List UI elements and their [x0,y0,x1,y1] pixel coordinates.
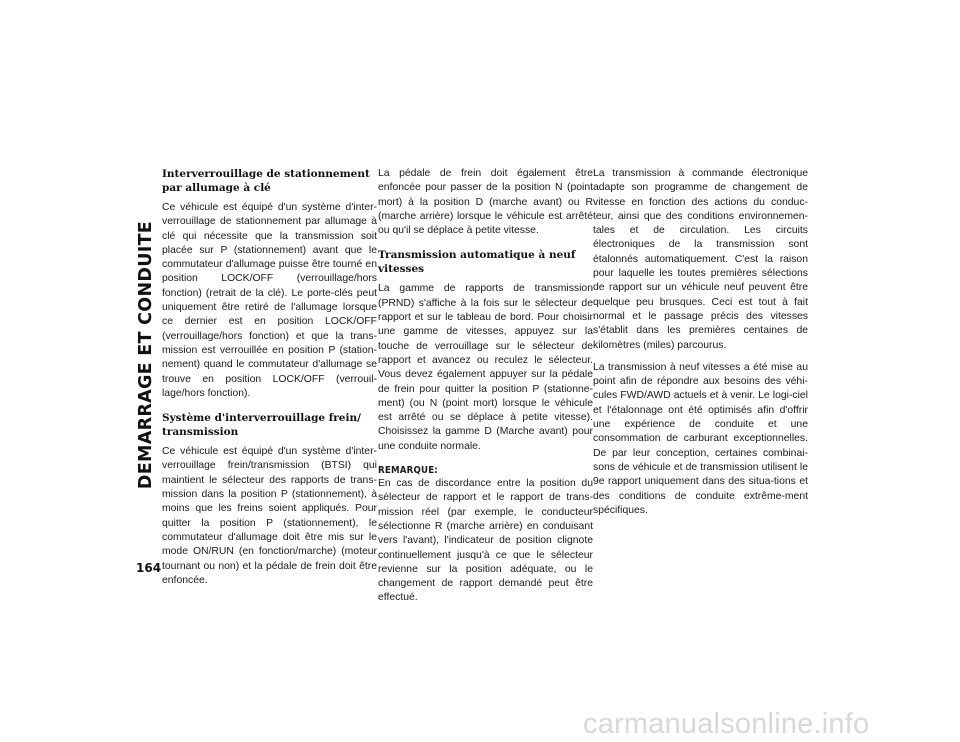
watermark: carmanualsonline.info [583,708,870,740]
paragraph-brake-pedal: La pédale de frein doit également être enfoncée pour passer de la position N (point mort) à la position D (marche avant) ou R (marche arrière) lorsque le véhicule est arrêté ou qu'il se déplace à petite vitesse. [378,168,593,237]
paragraph-nine-speed-design: La transmission à neuf vitesses a été mise au point afin de répondre aux besoins des véhi-cules FWD/AWD actuels et à venir. Le logi-ciel et l'étalonnage ont été optimisés afin d'offrir une expérience de conduite et une consommation de carburant exceptionnelles. De par leur conception, certaines combinai-sons de véhicule et de transmission utilisent le 9e rapport uniquement dans des situa-tions et des conditions de conduite extrême-ment spécifiques. [593,361,808,516]
heading-park-interlock: Interverrouillage de stationnement par allumage à clé [162,168,370,194]
paragraph-brake-interlock: Ce véhicule est équipé d'un système d'inter-verrouillage frein/transmission (BTSI) qui maintient le sélecteur des rapports de trans-mission dans la position P (stationnement), à moins que les freins soient appliqués. Pour quitter la position P (stationnement), le commutateur d'allumage doit être mis sur le mode ON/RUN (en fonction/marche) (moteur tournant ou non) et la pédale de frein doit être enfoncée. [162,446,377,586]
text-column-3 [593,167,808,526]
page-number: 164 [136,561,162,575]
paragraph-gear-range: La gamme de rapports de transmission (PRND) s'affiche à la fois sur le sélecteur de rapport et sur le tableau de bord. Pour choisir une gamme de vitesses, appuyez sur la touche de verrouillage sur le sélecteur de rapport et avancez ou reculez le sélecteur. Vous devez également appuyer sur la pédale de frein pour quitter la position P (stationne-ment) (ou N (point mort) lorsque le véhicule est arrêté ou se déplace à petite vitesse). Choisissez la gamme D (Marche avant) pour une conduite normale. [378,283,593,452]
paragraph-electronic-control: La transmission à commande électronique adapte son programme de changement de vitesse en fonction des actions du conduc-teur, ainsi que des conditions environnemen-tales et de circulation. Les circuits électroniques de la transmission sont étalonnés automatiquement. C'est la raison pour laquelle les toutes premières sélections de rapport sur un véhicule neuf peuvent être quelque peu brusques. Ceci est tout à fait normal et le passage précis des vitesses s'établit dans les premières centaines de kilomètres (miles) parcourus. [593,168,808,351]
section-title: DEMARRAGE ET CONDUITE [136,220,156,490]
note-label: REMARQUE: [378,465,438,477]
text-column-2 [378,167,593,614]
heading-nine-speed: Transmission automatique à neuf vitesses [378,249,576,276]
section-side-tab [132,166,160,544]
heading-brake-interlock: Système d'interverrouillage frein/ transmission [162,412,361,439]
note-text: En cas de discordance entre la position du sélecteur de rapport et le rapport de trans-mission réel (par exemple, le conducteur sélectionne R (marche arrière) en conduisant vers l'avant), l'indicateur de position clignote continuellement jusqu'à ce que le sélecteur revienne sur la position adéquate, ou le changement de rapport demandé peut être effectué. [378,478,593,604]
paragraph-park-interlock: Ce véhicule est équipé d'un système d'inter-verrouillage de stationnement par allumage à clé qui nécessite que la transmission soit placée sur P (stationnement) avant que le commutateur d'allumage puisse être tourné en position LOCK/OFF (verrouillage/hors fonction) (retrait de la clé). Le porte-clés peut uniquement être retiré de l'allumage lorsque ce dernier est en position LOCK/OFF (verrouillage/hors fonction) et que la trans-mission est verrouillée en position P (station-nement) quand le commutateur d'allumage se trouve en position LOCK/OFF (verrouil-lage/hors fonction). [162,202,377,399]
text-column-1 [162,167,377,596]
